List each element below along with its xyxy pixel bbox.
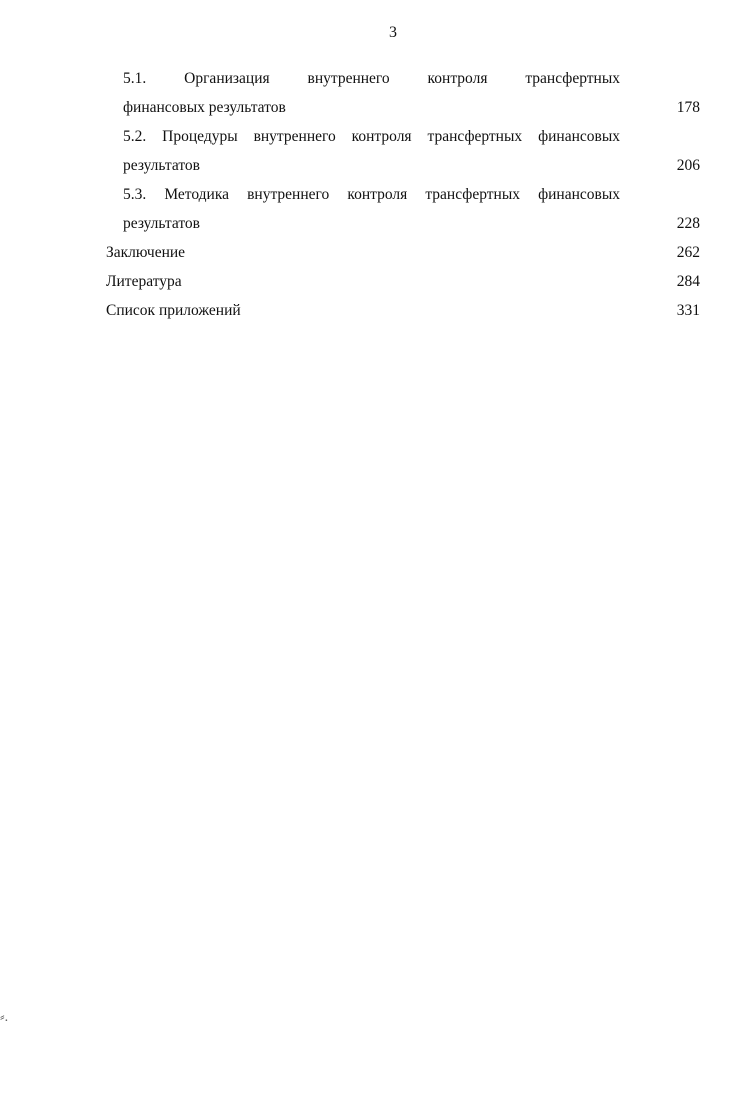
- toc-entry-title-line: 5.1. Организация внутреннего контроля трансфертных: [123, 70, 620, 87]
- toc-entry-title: Список приложений: [106, 302, 241, 319]
- page-number: 3: [389, 24, 397, 41]
- toc-entry-page: 228: [676, 215, 700, 232]
- toc-entry-page: 262: [676, 244, 700, 261]
- toc-entry-title-line: 5.2. Процедуры внутреннего контроля трансфертных финансовых: [123, 128, 620, 145]
- toc-entry-title-line: финансовых результатов: [123, 99, 286, 116]
- toc-entry-page: 206: [676, 157, 700, 174]
- toc-entry-page: 284: [676, 273, 700, 290]
- toc-entry-appendices[interactable]: [106, 296, 700, 325]
- toc-entry-page: 178: [676, 99, 700, 116]
- toc-entry-title: Заключение: [106, 244, 186, 261]
- toc-entry-5-3[interactable]: [123, 180, 700, 238]
- toc-entry-title-line: результатов: [123, 215, 200, 232]
- table-of-contents: [106, 64, 700, 325]
- toc-entry-title: Литература: [106, 273, 182, 290]
- toc-entry-conclusion[interactable]: [106, 238, 700, 267]
- toc-entry-title-line: 5.3. Методика внутреннего контроля трансфертных финансовых: [123, 186, 620, 203]
- toc-entry-5-2[interactable]: [123, 122, 700, 180]
- toc-entry-5-1[interactable]: [123, 64, 700, 122]
- toc-entry-page: 331: [676, 302, 700, 319]
- toc-entry-title-line: результатов: [123, 157, 200, 174]
- margin-mark: ⸗.: [0, 1010, 9, 1025]
- toc-entry-literature[interactable]: [106, 267, 700, 296]
